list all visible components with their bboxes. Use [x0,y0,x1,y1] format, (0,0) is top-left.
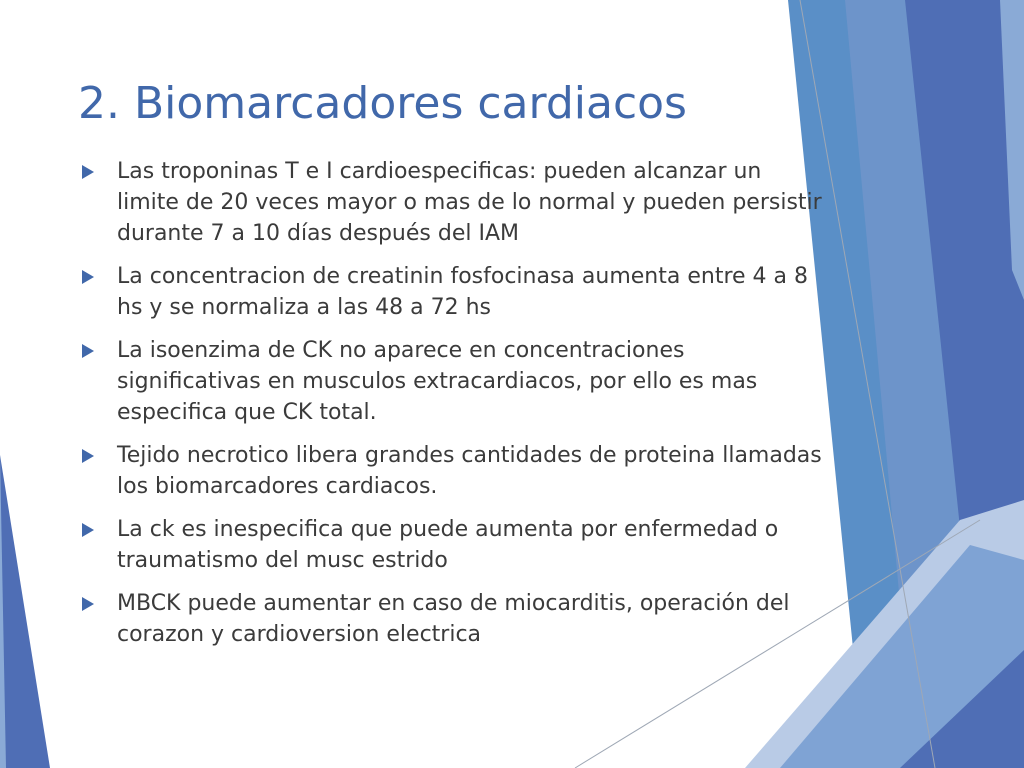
bullet-text: Tejido necrotico libera grandes cantidades de proteina llamadas los biomarcadores cardiacos. [117,443,822,499]
triangle-bullet-icon [82,270,94,284]
bullet-item [78,588,823,650]
bullet-item [78,440,823,502]
bullet-item [78,335,823,428]
slide-title: 2. Biomarcadores cardiacos [78,78,687,129]
left-edge-strip [0,455,50,768]
bullet-text: La concentracion de creatinin fosfocinasa aumenta entre 4 a 8 hs y se normaliza a las 48 a 72 hs [117,264,808,320]
bullet-text: MBCK puede aumentar en caso de miocarditis, operación del corazon y cardioversion electrica [117,591,790,647]
bullet-text: Las troponinas T e I cardioespecificas: pueden alcanzar un limite de 20 veces mayor o mas de lo normal y pueden persistir durante 7 a 10 días después del IAM [117,159,822,246]
bullet-list [78,156,823,662]
triangle-bullet-icon [82,449,94,463]
bullet-item [78,156,823,249]
triangle-bullet-icon [82,597,94,611]
bullet-text: La ck es inespecifica que puede aumenta por enfermedad o traumatismo del musc estrido [117,517,779,573]
triangle-bullet-icon [82,523,94,537]
triangle-bullet-icon [82,344,94,358]
bullet-item [78,514,823,576]
bullet-text: La isoenzima de CK no aparece en concentraciones significativas en musculos extracardiacos, por ello es mas especifica que CK total. [117,338,758,425]
triangle-bullet-icon [82,165,94,179]
bullet-item [78,261,823,323]
